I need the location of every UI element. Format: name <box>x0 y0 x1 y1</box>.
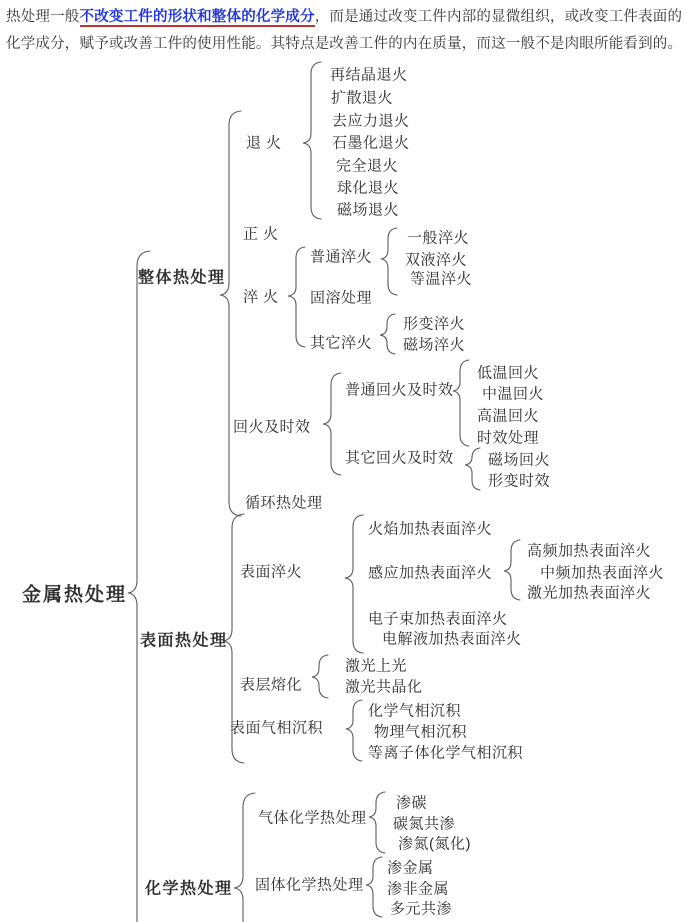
brace-cuihuo <box>288 247 305 347</box>
tree-node-huihuoshixiao: 回火及时效 <box>233 418 311 436</box>
tree-node-huoyan: 火焰加热表面淬火 <box>368 520 493 538</box>
tree-node-gurong: 固溶处理 <box>310 289 373 307</box>
tree-node-zhengti: 整体热处理 <box>138 269 226 287</box>
tree-node-kuosan: 扩散退火 <box>331 89 394 107</box>
tree-node-putongcuihuo: 普通淬火 <box>310 248 373 266</box>
tree-node-qitacuihuo: 其它淬火 <box>310 334 373 352</box>
tree-node-dianjieye: 电解液加热表面淬火 <box>382 630 522 648</box>
tree-node-dianzishu: 电子束加热表面淬火 <box>368 610 508 628</box>
brace-qitacuihuo <box>380 314 395 354</box>
tree-node-tuihuo: 退火 <box>246 134 287 152</box>
tree-node-putonghuihuo: 普通回火及时效 <box>345 381 454 399</box>
brace-root <box>128 251 150 922</box>
tree-node-xingbiancuihuo: 形变淬火 <box>403 315 466 333</box>
tree-node-cichangtuihuo: 磁场退火 <box>337 201 400 219</box>
tree-node-zhenghuo: 正火 <box>243 225 284 243</box>
tree-node-gutihuaxue: 固体化学热处理 <box>255 876 364 894</box>
tree-node-root: 金属热处理 <box>22 584 128 606</box>
tree-node-xingbianshixiao: 形变时效 <box>488 472 551 490</box>
tree-node-denglizi: 等离子体化学气相沉积 <box>368 744 524 762</box>
tree-node-cuihuo: 淬火 <box>243 288 284 306</box>
intro-text-prefix: 热处理一般 <box>6 9 80 25</box>
brace-huihuoshixiao <box>323 373 341 475</box>
brace-putongcuihuo <box>381 228 397 295</box>
tree-node-shuangye: 双液淬火 <box>405 251 468 269</box>
tree-node-wuliqixiang: 物理气相沉积 <box>374 723 468 741</box>
tree-node-zhongpin: 中频加热表面淬火 <box>540 564 665 582</box>
tree-node-shentan: 渗碳 <box>396 794 428 812</box>
brace-biaomiancuihuo <box>345 515 363 653</box>
tree-node-tandangongshen: 碳氮共渗 <box>393 815 456 833</box>
tree-node-gaopin: 高频加热表面淬火 <box>527 542 652 560</box>
tree-node-wanquan: 完全退火 <box>336 157 399 175</box>
brace-ganying <box>504 540 520 600</box>
brace-gutihuaxue <box>366 857 382 917</box>
tree-node-yiban: 一般淬火 <box>407 229 470 247</box>
tree-node-jiguangshangguang: 激光上光 <box>345 657 408 675</box>
brace-putonghuihuo <box>453 360 469 446</box>
tree-node-biaomian: 表面热处理 <box>140 632 228 650</box>
brace-qitihuaxue <box>369 792 385 853</box>
tree-node-shimohua: 石墨化退火 <box>332 134 410 152</box>
tree-node-qiuhua: 球化退火 <box>337 179 400 197</box>
tree-node-duoyuangongshen: 多元共渗 <box>390 900 453 918</box>
tree-node-jiguangjiare: 激光加热表面淬火 <box>527 584 652 602</box>
tree-node-gaowen: 高温回火 <box>477 407 540 425</box>
brace-qitahuihuo <box>465 448 480 490</box>
tree-node-qitahuihuo: 其它回火及时效 <box>345 449 454 467</box>
brace-qixiangchenji <box>346 700 362 761</box>
intro-text-highlight: 不改变工件的形状和整体的化学成分 <box>79 9 315 25</box>
tree-node-quyingli: 去应力退火 <box>332 112 410 130</box>
tree-node-huaxueqixiang: 化学气相沉积 <box>368 702 462 720</box>
tree-node-xunhuan: 循环热处理 <box>245 494 323 512</box>
tree-node-qixiangchenji: 表面气相沉积 <box>230 719 324 737</box>
tree-node-jiguanggongjing: 激光共晶化 <box>345 678 423 696</box>
brace-biaoceng <box>312 655 328 698</box>
brace-tuihuo <box>303 62 321 219</box>
tree-node-cichanghuihuo: 磁场回火 <box>488 451 551 469</box>
tree-node-shenfeijinshu: 渗非金属 <box>387 880 450 898</box>
intro-text-rest: ，而是通过改变工件内部的显微组织，或改变工件表面的化学成分，赋予或改善工件的使用性能。其特点是改善工件的内在质量，而这一般不是肉眼所能看到的。 <box>6 9 683 52</box>
tree-node-shendan: 渗氮(氮化) <box>398 835 471 853</box>
tree-node-huaxuechuli: 化学热处理 <box>145 880 233 898</box>
tree-node-qitihuaxue: 气体化学热处理 <box>258 809 367 827</box>
tree-node-zaijiejing: 再结晶退火 <box>330 66 408 84</box>
tree-node-shenjinshu: 渗金属 <box>387 859 434 877</box>
tree-node-dengwen: 等温淬火 <box>410 270 473 288</box>
tree-node-shixiaochuli: 时效处理 <box>477 429 540 447</box>
tree-node-biaomiancuihuo: 表面淬火 <box>240 563 303 581</box>
tree-node-biaoceng: 表层熔化 <box>240 676 303 694</box>
brace-zhengti <box>220 111 241 516</box>
tree-node-zhongwen: 中温回火 <box>482 385 545 403</box>
brace-huaxuechuli <box>234 793 255 922</box>
tree-node-diwen: 低温回火 <box>477 364 540 382</box>
tree-node-ganying: 感应加热表面淬火 <box>368 564 493 582</box>
tree-node-cichangcuihuo: 磁场淬火 <box>403 336 466 354</box>
